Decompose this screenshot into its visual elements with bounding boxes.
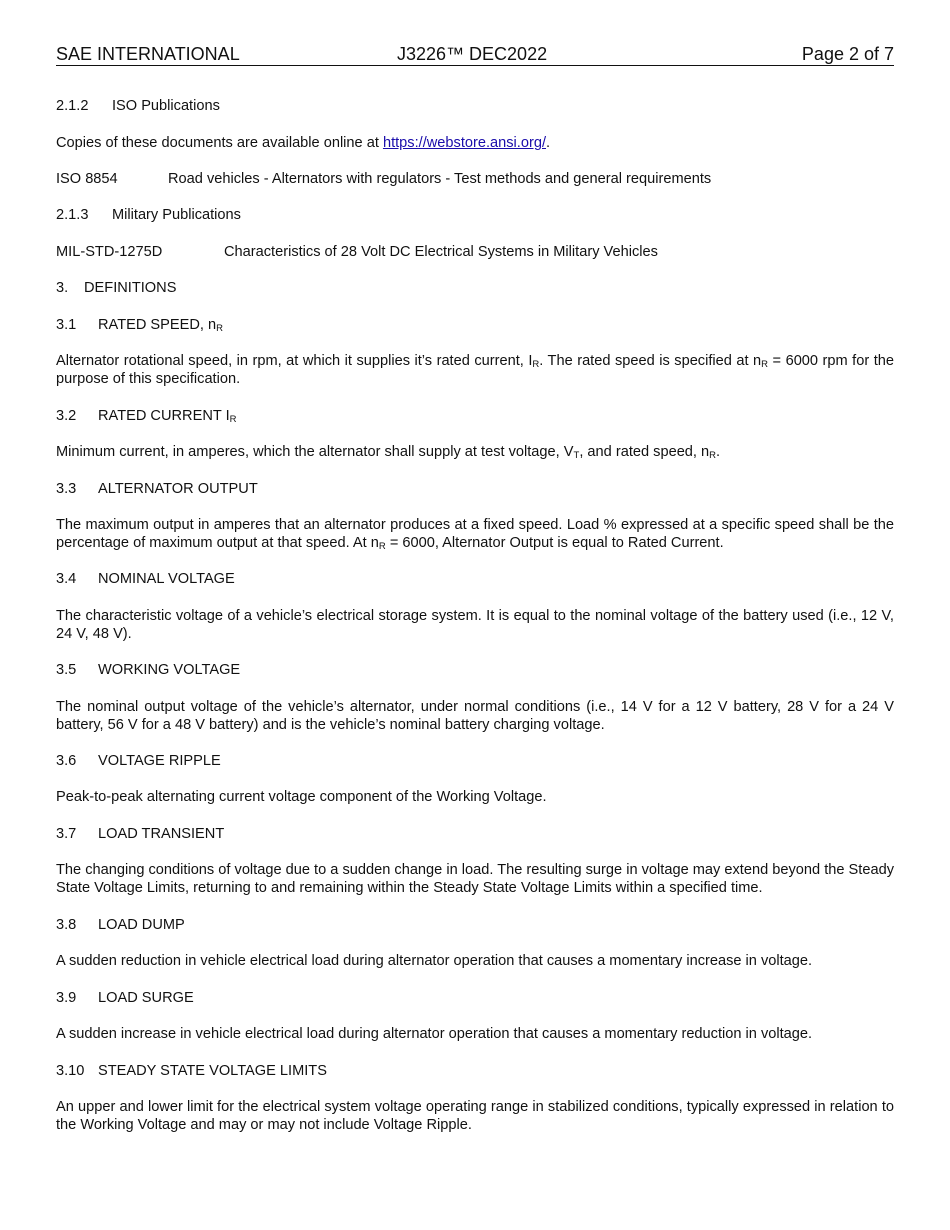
section-title: NOMINAL VOLTAGE <box>98 571 235 587</box>
definition-text-3-8: A sudden reduction in vehicle electrical load during alternator operation that causes a momentary increase in voltage. <box>56 953 813 969</box>
section-number: 2.1.2 <box>56 98 89 114</box>
text-run: Alternator rotational speed, in rpm, at which it supplies it’s rated current, I <box>56 353 533 369</box>
subscript: R <box>216 323 224 334</box>
definition-text-3-7: The changing conditions of voltage due to a sudden change in load. The resulting surge in voltage may extend beyond the Steady State Voltage Limits, returning to and remaining within the Steady State Voltage Limits within a specified time. <box>56 862 894 896</box>
definition-heading-3-1 <box>56 316 894 334</box>
section-number: 3.7 <box>56 826 77 842</box>
section-title: ISO Publications <box>112 98 220 114</box>
section-title: Military Publications <box>112 207 241 223</box>
ansi-webstore-link[interactable]: https://webstore.ansi.org/ <box>382 135 546 151</box>
section-number: 3.3 <box>56 481 77 497</box>
definition-heading-3-3 <box>56 480 894 498</box>
section-title: RATED CURRENT I <box>98 408 230 424</box>
section-number: 3.2 <box>56 408 77 424</box>
definition-heading-3-4 <box>56 570 894 588</box>
definition-heading-3-2 <box>56 407 894 425</box>
section-title: WORKING VOLTAGE <box>98 662 241 678</box>
text-run: The maximum output in amperes that an alternator produces at a fixed speed. Load % expressed at a specific speed shall be the percentage of maximum output at that speed. At n <box>56 517 894 551</box>
section-heading-2-1-3 <box>56 206 894 224</box>
reference-title: Road vehicles - Alternators with regulators - Test methods and general requirements <box>168 171 712 187</box>
text-run: . The rated speed is specified at n <box>539 353 762 369</box>
definition-text-3-10: An upper and lower limit for the electrical system voltage operating range in stabilized conditions, typically expressed in relation to the Working Voltage and may or may not include Voltage Ripple. <box>56 1099 894 1133</box>
section-number: 3.5 <box>56 662 77 678</box>
section-title: VOLTAGE RIPPLE <box>98 753 221 769</box>
definition-text-3-3 <box>56 516 894 552</box>
section-heading-2-1-2 <box>56 97 894 115</box>
section-title: STEADY STATE VOLTAGE LIMITS <box>98 1063 327 1079</box>
section-number: 3.10 <box>56 1063 85 1079</box>
text-run: = 6000, Alternator Output is equal to Rated Current. <box>385 535 724 551</box>
definition-text-3-1 <box>56 352 894 388</box>
section-number: 2.1.3 <box>56 207 89 223</box>
definition-heading-3-7 <box>56 825 894 843</box>
reference-iso-8854 <box>56 170 894 188</box>
copies-text: Copies of these documents are available online at <box>56 135 383 151</box>
section-title: DEFINITIONS <box>84 280 177 296</box>
subscript: T <box>573 450 580 461</box>
definition-heading-3-10 <box>56 1062 894 1080</box>
section-number: 3. <box>56 280 69 296</box>
subscript: R <box>532 359 540 370</box>
section-title: LOAD SURGE <box>98 990 194 1006</box>
section-number: 3.4 <box>56 571 77 587</box>
subscript: R <box>229 414 237 425</box>
reference-mil-std-1275d <box>56 243 894 261</box>
copies-end: . <box>546 135 551 151</box>
reference-code: ISO 8854 <box>56 171 118 187</box>
text-run: Minimum current, in amperes, which the alternator shall supply at test voltage, V <box>56 444 574 460</box>
definition-heading-3-5 <box>56 661 894 679</box>
section-title: ALTERNATOR OUTPUT <box>98 481 258 497</box>
subscript: R <box>761 359 769 370</box>
subscript: R <box>709 450 717 461</box>
section-number: 3.8 <box>56 917 77 933</box>
section-number: 3.1 <box>56 317 77 333</box>
text-run: , and rated speed, n <box>579 444 710 460</box>
section-title: RATED SPEED, n <box>98 317 217 333</box>
text-run: = 6000 rpm for the purpose of this specification. <box>56 353 894 387</box>
reference-title: Characteristics of 28 Volt DC Electrical Systems in Military Vehicles <box>224 244 658 260</box>
header-doc-id: J3226™ DEC2022 <box>397 44 548 64</box>
definition-text-3-2 <box>56 443 894 461</box>
section-heading-3 <box>56 279 894 297</box>
header-org: SAE INTERNATIONAL <box>56 44 240 64</box>
definition-heading-3-6 <box>56 752 894 770</box>
definition-heading-3-9 <box>56 989 894 1007</box>
definition-text-3-6: Peak-to-peak alternating current voltage component of the Working Voltage. <box>56 789 547 805</box>
header-page-number: Page 2 of 7 <box>801 44 894 64</box>
subscript: R <box>378 541 386 552</box>
page-header <box>56 44 894 66</box>
definition-heading-3-8 <box>56 916 894 934</box>
reference-code: MIL-STD-1275D <box>56 244 163 260</box>
section-title: LOAD TRANSIENT <box>98 826 225 842</box>
definition-text-3-9: A sudden increase in vehicle electrical load during alternator operation that causes a momentary reduction in voltage. <box>56 1026 813 1042</box>
copies-paragraph <box>56 134 894 152</box>
section-number: 3.9 <box>56 990 77 1006</box>
section-title: LOAD DUMP <box>98 917 185 933</box>
definition-text-3-4: The characteristic voltage of a vehicle’s electrical storage system. It is equal to the nominal voltage of the battery used (i.e., 12 V, 24 V, 48 V). <box>56 608 894 642</box>
text-run: . <box>716 444 721 460</box>
definition-text-3-5: The nominal output voltage of the vehicle’s alternator, under normal conditions (i.e., 14 V for a 12 V battery, 28 V for a 24 V battery, 56 V for a 48 V battery) and is the vehicle’s nominal battery charging voltage. <box>56 699 894 733</box>
section-number: 3.6 <box>56 753 77 769</box>
